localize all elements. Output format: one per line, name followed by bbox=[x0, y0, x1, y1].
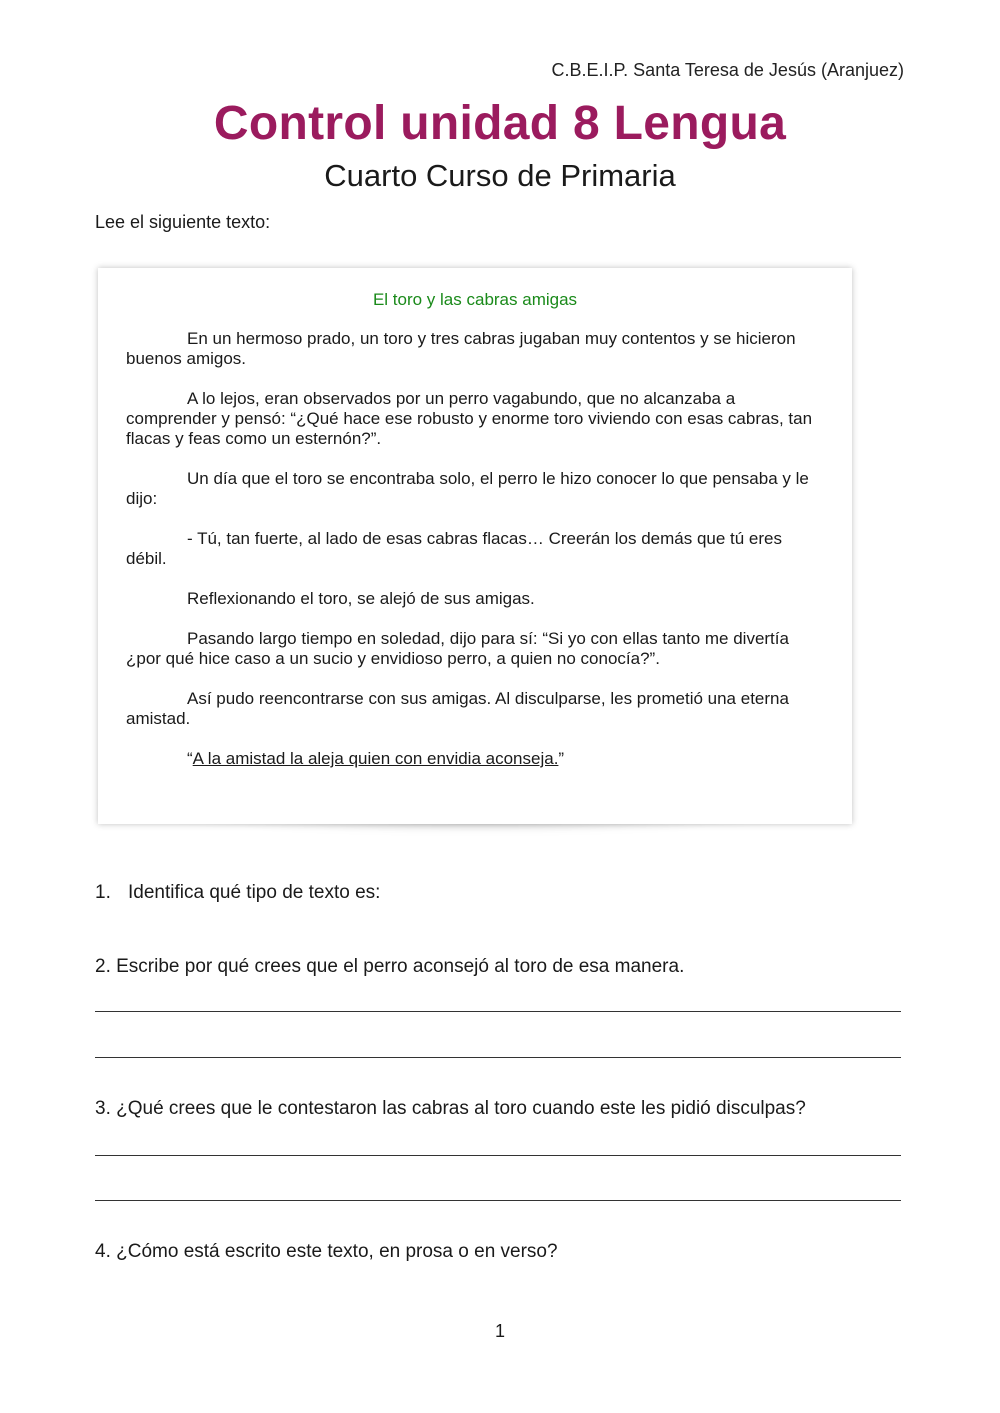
question-1 bbox=[95, 882, 380, 904]
story-paragraph: A lo lejos, eran observados por un perro vagabundo, que no alcanzaba a comprender y pensó: “¿Qué hace ese robusto y enorme toro viviendo con esas cabras, tan flacas y feas como un esternón?”. bbox=[126, 389, 813, 448]
page-title: Control unidad 8 Lengua bbox=[213, 97, 787, 150]
story-card bbox=[98, 268, 852, 824]
story-paragraph: - Tú, tan fuerte, al lado de esas cabras flacas… Creerán los demás que tú eres débil. bbox=[126, 529, 782, 568]
story-paragraph: Así pudo reencontrarse con sus amigas. Al disculparse, les prometió una eterna amistad. bbox=[126, 689, 789, 728]
question-4: 4. ¿Cómo está escrito este texto, en prosa o en verso? bbox=[95, 1241, 558, 1262]
answer-line[interactable] bbox=[95, 1200, 901, 1201]
story-paragraph: Pasando largo tiempo en soledad, dijo para sí: “Si yo con ellas tanto me divertía ¿por qué hice caso a un sucio y envidioso perro, a quien no conocía?”. bbox=[126, 629, 789, 668]
answer-line[interactable] bbox=[95, 1155, 901, 1156]
question-1-number: 1. bbox=[95, 882, 111, 903]
intro-instruction: Lee el siguiente texto: bbox=[95, 212, 271, 232]
moral-close-quote: ” bbox=[558, 749, 565, 768]
moral-open-quote: “ bbox=[187, 749, 193, 768]
question-3: 3. ¿Qué crees que le contestaron las cabras al toro cuando este les pidió disculpas? bbox=[95, 1098, 806, 1119]
story-paragraph: Un día que el toro se encontraba solo, el perro le hizo conocer lo que pensaba y le dijo: bbox=[126, 469, 809, 508]
school-name: C.B.E.I.P. Santa Teresa de Jesús (Aranjuez) bbox=[551, 60, 904, 80]
question-2: 2. Escribe por qué crees que el perro aconsejó al toro de esa manera. bbox=[95, 956, 685, 977]
page-subtitle: Cuarto Curso de Primaria bbox=[324, 158, 676, 193]
page-number: 1 bbox=[494, 1321, 505, 1341]
story-paragraph: En un hermoso prado, un toro y tres cabras jugaban muy contentos y se hicieron buenos amigos. bbox=[126, 329, 796, 368]
story-moral bbox=[126, 749, 824, 769]
question-1-text: Identifica qué tipo de texto es: bbox=[128, 882, 381, 903]
story-box bbox=[98, 268, 852, 824]
answer-line[interactable] bbox=[95, 1057, 901, 1058]
answer-line[interactable] bbox=[95, 1011, 901, 1012]
moral-text: A la amistad la aleja quien con envidia aconseja. bbox=[192, 749, 559, 768]
story-paragraph: Reflexionando el toro, se alejó de sus amigas. bbox=[187, 589, 535, 608]
story-title: El toro y las cabras amigas bbox=[372, 290, 578, 309]
